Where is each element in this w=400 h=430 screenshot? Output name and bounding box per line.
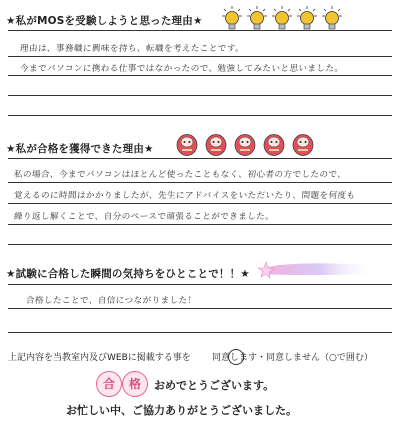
- ruled-line: [8, 203, 392, 204]
- section1-line-1: 理由は、事務職に興味を持ち、転職を考えたことです。: [19, 44, 245, 54]
- badge-char: 合: [102, 377, 115, 391]
- daruma-icon: [263, 132, 285, 156]
- agree-label: 同意します: [212, 353, 258, 363]
- daruma-icon: [176, 132, 198, 156]
- ruled-line: [8, 30, 392, 31]
- ruled-line: [8, 56, 392, 57]
- consent-text: 上記内容を当教室内及びWEBに掲載する事を: [8, 353, 191, 363]
- pass-badge-left: [96, 371, 122, 397]
- badge-char: 格: [128, 377, 141, 391]
- ruled-line: [8, 182, 392, 183]
- shooting-star-icon: [258, 258, 380, 286]
- ruled-line: [8, 332, 392, 333]
- daruma-icon: [234, 132, 256, 156]
- ruled-line: [8, 158, 392, 159]
- thanks-message: お忙しい中、ご協力ありがとうございました。: [66, 404, 297, 417]
- hand-drawn-circle: [228, 349, 244, 365]
- section3-heading: ★試験に合格した瞬間の気持ちをひとことで！！★: [6, 268, 250, 280]
- consent-option-disagree[interactable]: ・同意しません（○で囲む）: [257, 353, 373, 363]
- daruma-icon: [205, 132, 227, 156]
- section2-line-3: 繰り返し解くことで、自分のペースで頑張ることができました。: [13, 212, 275, 222]
- section1-line-2: 今までパソコンに携わる仕事ではなかったので、勉強してみたいと思いました。: [19, 64, 344, 74]
- ruled-line: [8, 244, 392, 245]
- consent-option-agree[interactable]: [212, 350, 257, 363]
- section2-line-2: 覚えるのに時間はかかりましたが、先生にアドバイスをいただいたり、問題を何度も: [13, 191, 356, 201]
- congrats-message: おめでとうございます。: [154, 379, 275, 392]
- ruled-line: [8, 224, 392, 225]
- ruled-line: [8, 284, 392, 285]
- section2-line-1: 私の場合、今までパソコンはほとんど使ったこともなく、初心者の方でしたので、: [13, 170, 347, 180]
- pass-badge-right: [122, 371, 148, 397]
- ruled-line: [8, 308, 392, 309]
- ruled-line: [8, 115, 392, 116]
- ruled-line: [8, 75, 392, 76]
- section2-heading: ★私が合格を獲得できた理由★: [6, 143, 154, 155]
- daruma-icon: [292, 132, 314, 156]
- section1-heading: ★私がMOSを受験しようと思った理由★: [6, 15, 203, 27]
- ruled-line: [8, 95, 392, 96]
- section3-line-1: 合格したことで、自信につながりました！: [25, 296, 197, 306]
